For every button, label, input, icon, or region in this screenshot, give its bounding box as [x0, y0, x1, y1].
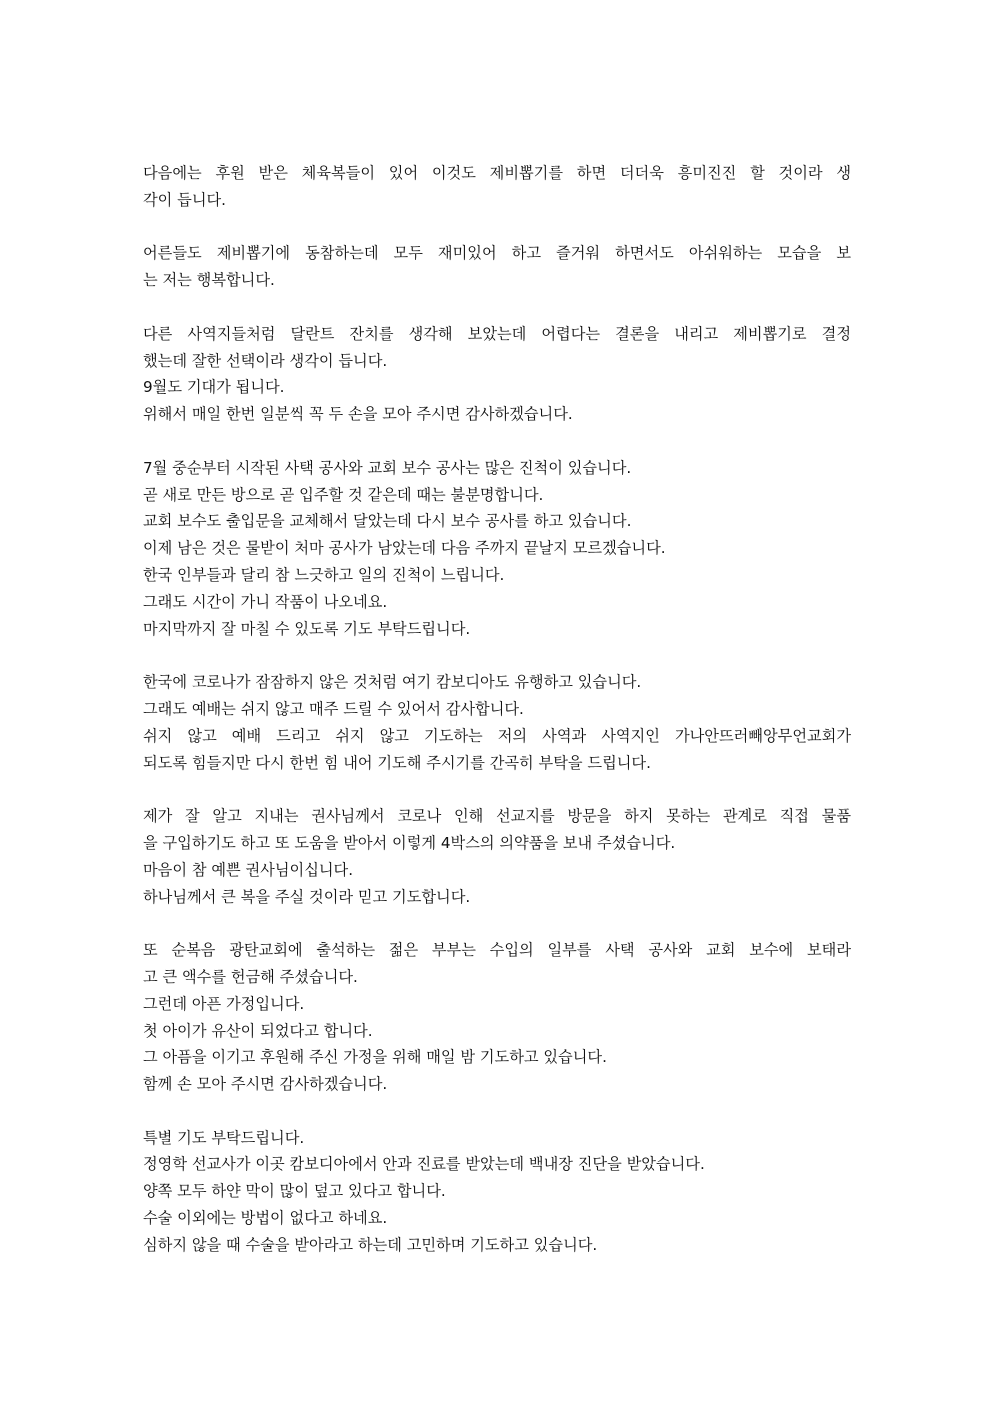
- text-line: 심하지 않을 때 수술을 받아라고 하는데 고민하며 기도하고 있습니다.: [143, 1235, 598, 1254]
- paragraph: [143, 321, 851, 428]
- text-line: 그 아픔을 이기고 후원해 주신 가정을 위해 매일 밤 기도하고 있습니다.: [143, 1048, 607, 1067]
- text-line: 되도록 힘들지만 다시 한번 힘 내어 기도해 주시기를 간곡히 부탁을 드립니다.: [143, 753, 651, 772]
- text-line: 쉬지 않고 예배 드리고 쉬지 않고 기도하는 저의 사역과 사역지인 가나안뜨러빼앙무언교회가: [143, 726, 851, 745]
- text-line: 마음이 참 예쁜 권사님이십니다.: [143, 860, 354, 879]
- text-line: 고 큰 액수를 헌금해 주셨습니다.: [143, 967, 358, 986]
- text-line: 다음에는 후원 받은 체육복들이 있어 이것도 제비뽑기를 하면 더더욱 흥미진진 할 것이라 생: [143, 164, 851, 182]
- text-line: 한국에 코로나가 잠잠하지 않은 것처럼 여기 캄보디아도 유행하고 있습니다.: [143, 673, 642, 692]
- text-line: 그래도 예배는 쉬지 않고 매주 드릴 수 있어서 감사합니다.: [143, 699, 524, 718]
- paragraph: [143, 937, 851, 1098]
- text-line: 그래도 시간이 가니 작품이 나오네요.: [143, 592, 388, 611]
- paragraph: [143, 160, 851, 214]
- paragraph: [143, 1125, 851, 1259]
- paragraph: [143, 803, 851, 910]
- text-line: 첫 아이가 유산이 되었다고 합니다.: [143, 1021, 373, 1040]
- text-line: 또 순복음 광탄교회에 출석하는 젊은 부부는 수입의 일부를 사택 공사와 교회 보수에 보태라: [143, 941, 851, 960]
- text-line: 정영학 선교사가 이곳 캄보디아에서 안과 진료를 받았는데 백내장 진단을 받았습니다.: [143, 1155, 705, 1174]
- text-line: 는 저는 행복합니다.: [143, 271, 275, 290]
- text-line: 위해서 매일 한번 일분씩 꼭 두 손을 모아 주시면 감사하겠습니다.: [143, 405, 573, 424]
- text-line: 을 구입하기도 하고 또 도움을 받아서 이렇게 4박스의 의약품을 보내 주셨습니다.: [143, 833, 676, 852]
- text-line: 교회 보수도 출입문을 교체해서 달았는데 다시 보수 공사를 하고 있습니다.: [143, 512, 632, 531]
- text-line: 그런데 아픈 가정입니다.: [143, 994, 305, 1013]
- text-line: 하나님께서 큰 복을 주실 것이라 믿고 기도합니다.: [143, 887, 471, 906]
- text-line: 마지막까지 잘 마칠 수 있도록 기도 부탁드립니다.: [143, 619, 471, 638]
- text-line: 양쪽 모두 하얀 막이 많이 덮고 있다고 합니다.: [143, 1182, 446, 1201]
- text-line: 했는데 잘한 선택이라 생각이 듭니다.: [143, 351, 388, 370]
- text-line: 이제 남은 것은 물받이 처마 공사가 남았는데 다음 주까지 끝날지 모르겠습니다.: [143, 539, 666, 558]
- text-line: 7월 중순부터 시작된 사택 공사와 교회 보수 공사는 많은 진척이 있습니다.: [143, 458, 632, 477]
- text-line: 함께 손 모아 주시면 감사하겠습니다.: [143, 1075, 388, 1094]
- text-line: 수술 이외에는 방법이 없다고 하네요.: [143, 1209, 388, 1228]
- text-line: 9월도 기대가 됩니다.: [143, 378, 285, 397]
- text-line: 각이 듭니다.: [143, 190, 227, 209]
- text-line: 특별 기도 부탁드립니다.: [143, 1128, 305, 1147]
- paragraph: [143, 669, 851, 776]
- text-line: 어른들도 제비뽑기에 동참하는데 모두 재미있어 하고 즐거워 하면서도 아쉬워하는 모습을 보: [143, 244, 851, 263]
- paragraph: [143, 455, 851, 643]
- document-body: [143, 160, 851, 1285]
- text-line: 다른 사역지들처럼 달란트 잔치를 생각해 보았는데 어렵다는 결론을 내리고 제비뽑기로 결정: [143, 324, 851, 343]
- text-line: 곧 새로 만든 방으로 곧 입주할 것 같은데 때는 불분명합니다.: [143, 485, 544, 504]
- text-line: 제가 잘 알고 지내는 권사님께서 코로나 인해 선교지를 방문을 하지 못하는 관계로 직접 물품: [143, 807, 851, 826]
- text-line: 한국 인부들과 달리 참 느긋하고 일의 진척이 느립니다.: [143, 565, 505, 584]
- paragraph: [143, 240, 851, 294]
